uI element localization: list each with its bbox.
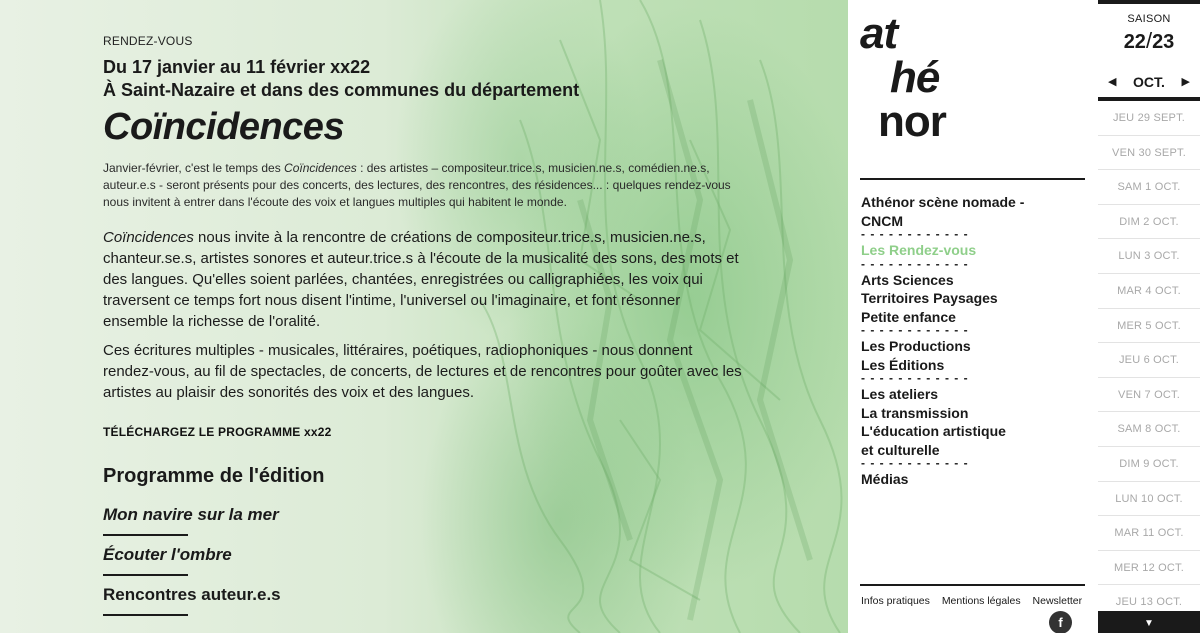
menu-item-label: CNCM (861, 212, 903, 229)
program-item-divider (103, 614, 188, 616)
program-item-divider (103, 574, 188, 576)
calendar-day[interactable]: JEU 29 SEPT. (1098, 101, 1200, 136)
calendar-day[interactable]: LUN 10 OCT. (1098, 482, 1200, 517)
logo-line-1: at (860, 9, 898, 58)
calendar-day[interactable]: MER 5 OCT. (1098, 309, 1200, 344)
program-item-label: Mon navire sur la mer (103, 505, 279, 524)
body-paragraph-2: Ces écritures multiples - musicales, littéraires, poétiques, radiophoniques - nous donnent rendez-vous, au fil de spectacles, de concerts, de lectures et de rencontres pour goûter avec les artistes au plaisir des sonorités des voix et des langues. (103, 342, 742, 401)
season-calendar (1098, 0, 1200, 633)
menu-item-label: Athénor scène nomade - (861, 194, 1025, 210)
menu-item-transmission[interactable]: La transmission (861, 404, 969, 421)
menu-item-education[interactable] (861, 422, 1086, 459)
season-end: 23 (1152, 31, 1175, 53)
season-label: SAISON (1127, 13, 1171, 25)
calendar-day[interactable]: LUN 3 OCT. (1098, 239, 1200, 274)
intro-paragraph (103, 160, 743, 211)
menu-item-petite-enfance[interactable]: Petite enfance (861, 308, 956, 325)
menu-separator: - - - - - - - - - - - - (861, 459, 969, 470)
event-dates (103, 56, 743, 102)
menu-separator: - - - - - - - - - - - - (861, 230, 969, 241)
menu-item-athenor[interactable] (861, 193, 1086, 230)
section-eyebrow: RENDEZ-VOUS (103, 34, 193, 48)
body-paragraph-1 (103, 227, 743, 332)
intro-text-em: Coïncidences (284, 161, 357, 175)
season-years (1098, 28, 1200, 54)
program-item-mon-navire[interactable] (103, 504, 743, 544)
program-title: Programme de l'édition (103, 465, 325, 487)
intro-text-post: : des artistes – compositeur.trice.s, musicien.ne.s, comédien.ne.s, auteur.e.s - seront présents pour des concerts, des lectures, des rencontres, des résidences... : quelques rendez-vous nous invitent à entrer dans l'écoute des voix et langues multiples qui habitent le monde. (103, 161, 731, 209)
program-list (103, 504, 743, 624)
menu-separator: - - - - - - - - - - - - (861, 374, 969, 385)
facebook-icon[interactable]: f (1049, 611, 1072, 633)
next-month-icon[interactable]: ▶ (1181, 76, 1190, 88)
location-line: À Saint-Nazaire et dans des communes du département (103, 80, 580, 100)
day-list (1098, 101, 1200, 620)
program-item-ecouter-ombre[interactable] (103, 544, 743, 584)
menu-item-arts-sciences[interactable]: Arts Sciences (861, 271, 954, 288)
calendar-day[interactable]: MER 12 OCT. (1098, 551, 1200, 586)
article (103, 34, 743, 624)
program-item-divider (103, 534, 188, 536)
menu-item-territoires[interactable]: Territoires Paysages (861, 290, 998, 306)
menu-item-label: et culturelle (861, 441, 940, 458)
footer-link-infos[interactable]: Infos pratiques (861, 595, 930, 607)
calendar-scroll-down[interactable] (1098, 611, 1200, 633)
season-start: 22 (1123, 31, 1146, 53)
calendar-day[interactable]: DIM 9 OCT. (1098, 447, 1200, 482)
menu-item-medias[interactable]: Médias (861, 471, 909, 487)
menu-separator: - - - - - - - - - - - - (861, 326, 969, 337)
menu-item-rendez-vous[interactable]: Les Rendez-vous (861, 242, 977, 258)
para1-em: Coïncidences (103, 229, 194, 246)
season-slash: / (1145, 28, 1153, 53)
calendar-day[interactable]: DIM 2 OCT. (1098, 205, 1200, 240)
calendar-day[interactable]: JEU 6 OCT. (1098, 343, 1200, 378)
nav-bottom-rule (860, 584, 1085, 586)
footer-link-newsletter[interactable]: Newsletter (1032, 595, 1083, 607)
footer-links (861, 595, 1091, 607)
program-item-label: Rencontres auteur.e.s (103, 585, 281, 604)
logo-line-3: nor (878, 97, 946, 146)
program-item-rencontres[interactable] (103, 584, 743, 624)
prev-month-icon[interactable]: ◀ (1108, 76, 1117, 88)
athenor-logo[interactable] (860, 9, 980, 162)
page-title: Coïncidences (103, 106, 345, 148)
chevron-down-icon: ▼ (1144, 618, 1154, 629)
download-program-link[interactable]: TÉLÉCHARGEZ LE PROGRAMME xx22 (103, 425, 332, 439)
calendar-day[interactable]: MAR 11 OCT. (1098, 516, 1200, 551)
calendar-day[interactable]: JEU 13 OCT. (1098, 585, 1200, 620)
intro-text-pre: Janvier-février, c'est le temps des (103, 161, 285, 175)
menu-separator: - - - - - - - - - - - - (861, 259, 969, 271)
calendar-top-bar (1098, 0, 1200, 4)
footer-link-mentions[interactable]: Mentions légales (941, 595, 1021, 607)
calendar-day[interactable]: MAR 4 OCT. (1098, 274, 1200, 309)
menu-item-editions[interactable]: Les Éditions (861, 356, 945, 373)
menu-item-label: L'éducation artistique (861, 423, 1006, 439)
calendar-day[interactable]: SAM 8 OCT. (1098, 412, 1200, 447)
calendar-day[interactable]: SAM 1 OCT. (1098, 170, 1200, 205)
menu-item-ateliers[interactable]: Les ateliers (861, 386, 939, 402)
nav-top-rule (860, 178, 1085, 180)
program-item-label: Écouter l'ombre (103, 545, 232, 564)
menu-item-productions[interactable]: Les Productions (861, 338, 971, 354)
month-selector (1098, 72, 1200, 94)
site-navigation (848, 0, 1098, 633)
calendar-day[interactable]: VEN 7 OCT. (1098, 378, 1200, 413)
logo-line-2: hé (890, 53, 940, 102)
calendar-day[interactable]: VEN 30 SEPT. (1098, 136, 1200, 171)
para1-text: nous invite à la rencontre de créations de compositeur.trice.s, musicien.ne.s, chanteur.se.s, artistes sonores et auteur.trice.s à l'écoute de la musicalité des sons, des mots et des langues. Qu'elles soient parlées, chantées, enregistrées ou calligraphiées, les voix qui traversent ce temps fort nous disent l'intime, l'universel ou l'imaginaire, et font résonner ensemble la richesse de l'oralité. (103, 229, 739, 330)
dates-line: Du 17 janvier au 11 février xx22 (103, 57, 371, 77)
current-month: OCT. (1133, 74, 1165, 90)
main-menu (861, 193, 1086, 489)
